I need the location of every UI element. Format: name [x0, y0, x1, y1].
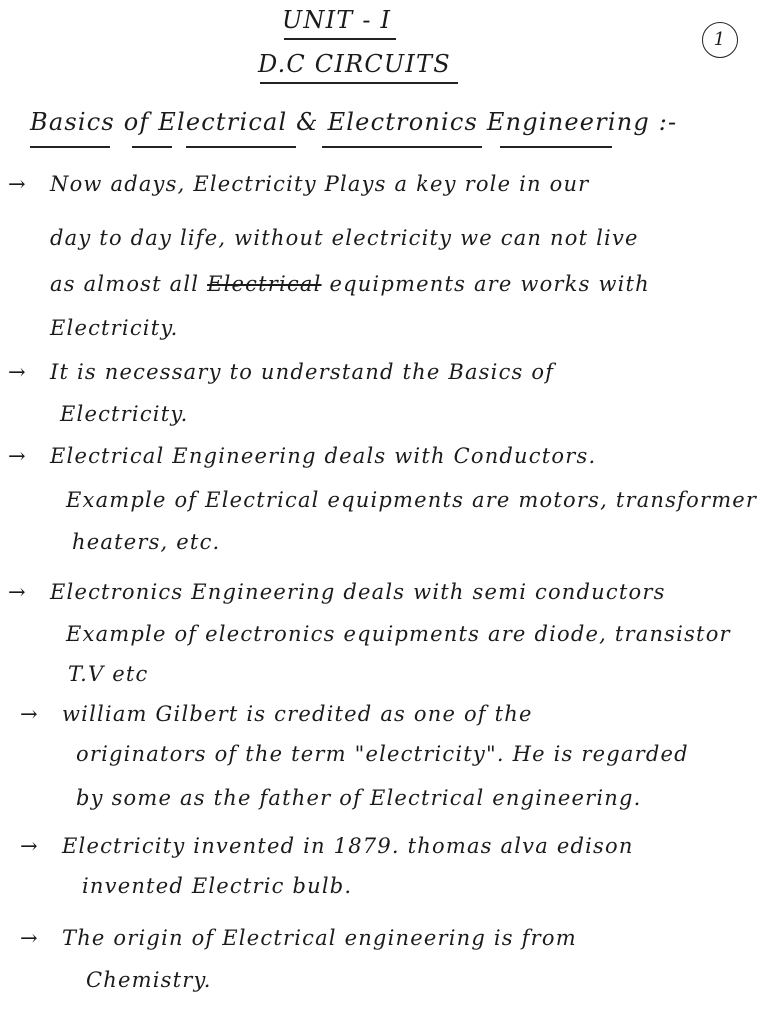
text-line: Electricity invented in 1879. thomas alva edison	[62, 834, 634, 858]
text-line: Example of Electrical equipments are motors, transformer	[66, 488, 758, 512]
text-line: Example of electronics equipments are diode, transistor	[66, 622, 731, 646]
text-line: T.V etc	[68, 662, 149, 686]
arrow-icon: →	[8, 172, 27, 196]
list-item	[8, 360, 554, 384]
heading-underline	[500, 146, 612, 148]
arrow-icon: →	[20, 702, 39, 726]
text-line: Electronics Engineering deals with semi conductors	[50, 580, 666, 604]
text-line: The origin of Electrical engineering is from	[62, 926, 577, 950]
list-item	[8, 580, 666, 604]
text-segment: equipments are works with	[329, 272, 650, 296]
heading-underline	[30, 146, 110, 148]
unit-underline	[284, 38, 396, 40]
arrow-icon: →	[8, 444, 27, 468]
text-line: Electrical Engineering deals with Conductors.	[50, 444, 597, 468]
unit-title: UNIT - I	[282, 6, 392, 34]
list-item	[20, 702, 533, 726]
text-line: day to day life, without electricity we can not live	[50, 226, 639, 250]
text-line: Electricity.	[50, 316, 179, 340]
page-number: 1	[702, 22, 738, 58]
arrow-icon: →	[8, 580, 27, 604]
text-line: by some as the father of Electrical engineering.	[76, 786, 642, 810]
text-line: Now adays, Electricity Plays a key role in our	[50, 172, 590, 196]
text-line: heaters, etc.	[72, 530, 221, 554]
text-line: It is necessary to understand the Basics of	[50, 360, 555, 384]
text-line: invented Electric bulb.	[82, 874, 353, 898]
text-segment: as almost all	[50, 272, 200, 296]
heading-underline	[186, 146, 296, 148]
arrow-icon: →	[20, 926, 39, 950]
list-item	[20, 834, 634, 858]
text-line: Chemistry.	[86, 968, 212, 992]
text-line: Electricity.	[60, 402, 189, 426]
heading-underline	[132, 146, 172, 148]
text-line: william Gilbert is credited as one of the	[62, 702, 533, 726]
list-item	[8, 444, 596, 468]
text-line	[50, 272, 650, 296]
section-heading: Basics of Electrical & Electronics Engineering :-	[30, 108, 678, 136]
list-item	[8, 172, 589, 196]
chapter-title: D.C CIRCUITS	[258, 50, 451, 78]
arrow-icon: →	[8, 360, 27, 384]
struck-word: Electrical	[207, 272, 322, 296]
text-line: originators of the term "electricity". He is regarded	[76, 742, 689, 766]
chapter-underline	[260, 82, 458, 84]
heading-underline	[322, 146, 482, 148]
arrow-icon: →	[20, 834, 39, 858]
list-item	[20, 926, 577, 950]
